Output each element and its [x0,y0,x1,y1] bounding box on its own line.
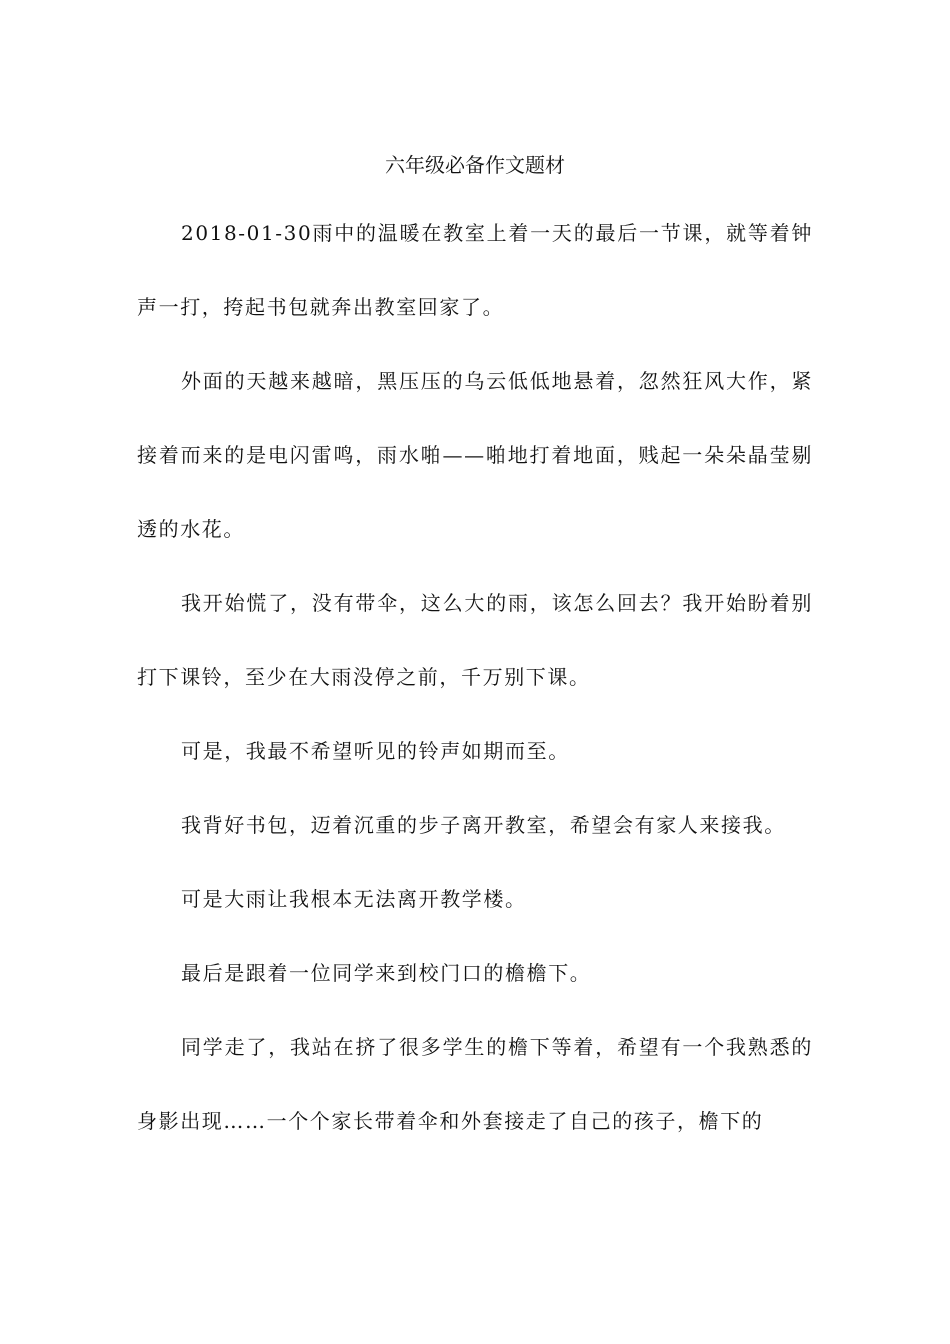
paragraph: 我开始慌了，没有带伞，这么大的雨，该怎么回去？我开始盼着别打下课铃，至少在大雨没停之前，千万别下课。 [137,591,813,689]
paragraph: 同学走了，我站在挤了很多学生的檐下等着，希望有一个我熟悉的身影出现……一个个家长带着伞和外套接走了自己的孩子，檐下的 [137,1035,813,1133]
document-title: 六年级必备作文题材 [385,153,565,177]
paragraph: 可是大雨让我根本无法离开教学楼。 [181,887,527,911]
document-body [137,196,813,1158]
paragraph: 最后是跟着一位同学来到校门口的檐檐下。 [181,961,592,985]
paragraph: 2018-01-30雨中的温暖在教室上着一天的最后一节课，就等着钟声一打，挎起书包就奔出教室回家了。 [137,221,813,319]
paragraph: 我背好书包，迈着沉重的步子离开教室，希望会有家人来接我。 [181,813,786,837]
paragraph: 外面的天越来越暗，黑压压的乌云低低地悬着，忽然狂风大作，紧接着而来的是电闪雷鸣，雨水啪——啪地打着地面，贱起一朵朵晶莹剔透的水花。 [137,369,813,541]
paragraph: 可是，我最不希望听见的铃声如期而至。 [181,739,570,763]
